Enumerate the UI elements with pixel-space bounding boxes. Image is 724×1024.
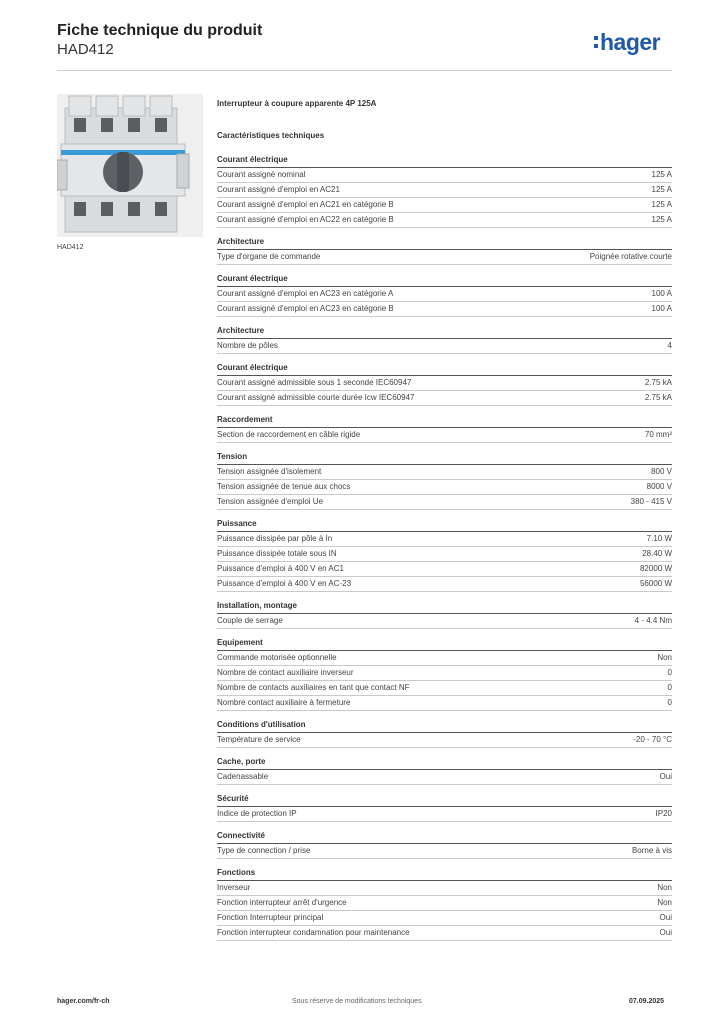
spec-label: Courant assigné d'emploi en AC23 en catégorie A: [217, 289, 394, 298]
spec-value: 0: [667, 683, 672, 692]
spec-row: [217, 844, 672, 859]
spec-label: Fonction interrupteur condamnation pour maintenance: [217, 928, 410, 937]
spec-value: 100 A: [651, 304, 672, 313]
spec-row: [217, 391, 672, 406]
image-caption: HAD412: [57, 244, 84, 251]
spec-label: Courant assigné admissible sous 1 seconde IEC60947: [217, 378, 412, 387]
spec-label: Inverseur: [217, 883, 251, 892]
spec-row: [217, 465, 672, 480]
spec-label: Puissance d'emploi à 400 V en AC-23: [217, 579, 352, 588]
section-heading: Cache, porte: [217, 755, 672, 770]
spec-content: [217, 97, 672, 941]
section-heading: Fonctions: [217, 866, 672, 881]
spec-row: [217, 198, 672, 213]
section-heading: Courant électrique: [217, 272, 672, 287]
spec-label: Indice de protection IP: [217, 809, 297, 818]
spec-label: Puissance dissipée totale sous IN: [217, 549, 337, 558]
spec-value: -20 - 70 °C: [633, 735, 672, 744]
spec-row: [217, 480, 672, 495]
spec-value: Borne à vis: [631, 846, 672, 855]
spec-section: [217, 361, 672, 406]
spec-section: [217, 599, 672, 629]
spec-value: 125 A: [651, 170, 672, 179]
section-heading: Sécurité: [217, 792, 672, 807]
spec-label: Puissance d'emploi à 400 V en AC1: [217, 564, 344, 573]
footer-website-link[interactable]: hager.com/fr-ch: [57, 998, 110, 1005]
spec-label: Couple de serrage: [217, 616, 283, 625]
product-reference: HAD412: [57, 41, 114, 58]
footer-date: 07.09.2025: [629, 998, 665, 1005]
section-heading: Courant électrique: [217, 153, 672, 168]
spec-row: [217, 532, 672, 547]
spec-value: 70 mm²: [644, 430, 672, 439]
spec-value: 28.40 W: [642, 549, 672, 558]
spec-label: Courant assigné admissible courte durée Icw IEC60947: [217, 393, 415, 402]
section-heading: Architecture: [217, 235, 672, 250]
spec-value: 0: [667, 698, 672, 707]
spec-row: [217, 577, 672, 592]
section-heading: Conditions d'utilisation: [217, 718, 672, 733]
spec-section: [217, 718, 672, 748]
spec-row: [217, 651, 672, 666]
section-heading: Courant électrique: [217, 361, 672, 376]
spec-label: Tension assignée d'emploi Ue: [217, 497, 324, 506]
spec-section: [217, 450, 672, 510]
spec-value: 56000 W: [639, 579, 672, 588]
spec-label: Nombre contact auxiliaire à fermeture: [217, 698, 351, 707]
spec-row: [217, 896, 672, 911]
spec-row: [217, 911, 672, 926]
spec-row: [217, 926, 672, 941]
spec-value: 125 A: [651, 185, 672, 194]
spec-value: 380 - 415 V: [630, 497, 672, 506]
spec-row: [217, 807, 672, 822]
spec-label: Courant assigné d'emploi en AC22 en catégorie B: [217, 215, 394, 224]
spec-section: [217, 235, 672, 265]
spec-label: Type de connection / prise: [217, 846, 311, 855]
section-heading: Equipement: [217, 636, 672, 651]
section-heading: Architecture: [217, 324, 672, 339]
spec-row: [217, 770, 672, 785]
spec-row: [217, 213, 672, 228]
spec-value: 82000 W: [639, 564, 672, 573]
header-divider: [57, 70, 672, 71]
spec-row: [217, 495, 672, 510]
spec-value: Non: [657, 898, 672, 907]
spec-label: Puissance dissipée par pôle à In: [217, 534, 333, 543]
spec-sections: [217, 153, 672, 941]
spec-label: Nombre de contacts auxiliaires en tant que contact NF: [217, 683, 410, 692]
hager-logo: [594, 27, 660, 57]
spec-value: 8000 V: [646, 482, 672, 491]
spec-section: [217, 153, 672, 228]
spec-section: [217, 272, 672, 317]
page-title: Fiche technique du produit: [57, 22, 263, 39]
spec-section: [217, 755, 672, 785]
spec-row: [217, 562, 672, 577]
spec-row: [217, 696, 672, 711]
spec-section: [217, 866, 672, 941]
spec-row: [217, 376, 672, 391]
spec-value: Oui: [659, 928, 672, 937]
spec-row: [217, 250, 672, 265]
spec-label: Nombre de pôles: [217, 341, 278, 350]
spec-section: [217, 324, 672, 354]
section-heading: Raccordement: [217, 413, 672, 428]
spec-label: Courant assigné d'emploi en AC21 en catégorie B: [217, 200, 394, 209]
spec-label: Température de service: [217, 735, 301, 744]
spec-value: 125 A: [651, 215, 672, 224]
spec-row: [217, 614, 672, 629]
spec-section: [217, 829, 672, 859]
spec-value: 0: [667, 668, 672, 677]
spec-label: Courant assigné d'emploi en AC21: [217, 185, 340, 194]
spec-label: Tension assignée de tenue aux chocs: [217, 482, 351, 491]
spec-value: IP20: [655, 809, 672, 818]
spec-value: 4 - 4.4 Nm: [634, 616, 672, 625]
product-image: [57, 94, 203, 237]
product-name: Interrupteur à coupure apparente 4P 125A: [217, 99, 377, 108]
spec-value: 125 A: [651, 200, 672, 209]
spec-row: [217, 302, 672, 317]
spec-value: 2.75 kA: [644, 393, 672, 402]
spec-label: Tension assignée d'isolement: [217, 467, 322, 476]
spec-row: [217, 666, 672, 681]
spec-label: Type d'organe de commande: [217, 252, 321, 261]
spec-label: Commande motorisée optionnelle: [217, 653, 337, 662]
logo-dots-icon: [594, 36, 598, 48]
footer-disclaimer: Sous réserve de modifications techniques: [292, 998, 422, 1005]
spec-value: 800 V: [651, 467, 672, 476]
spec-label: Nombre de contact auxiliaire inverseur: [217, 668, 354, 677]
specs-title: Caractéristiques techniques: [217, 131, 325, 140]
spec-value: Non: [657, 883, 672, 892]
spec-label: Section de raccordement en câble rigide: [217, 430, 361, 439]
spec-section: [217, 413, 672, 443]
spec-label: Courant assigné nominal: [217, 170, 306, 179]
spec-value: 7.10 W: [646, 534, 672, 543]
switch-disconnector-icon: [57, 94, 203, 237]
spec-value: Oui: [659, 913, 672, 922]
spec-label: Cadenassable: [217, 772, 269, 781]
spec-value: Oui: [659, 772, 672, 781]
spec-row: [217, 168, 672, 183]
spec-row: [217, 681, 672, 696]
spec-section: [217, 517, 672, 592]
spec-label: Fonction interrupteur arrêt d'urgence: [217, 898, 347, 907]
spec-row: [217, 881, 672, 896]
spec-value: 100 A: [651, 289, 672, 298]
spec-row: [217, 547, 672, 562]
spec-value: Non: [657, 653, 672, 662]
spec-value: 2.75 kA: [644, 378, 672, 387]
spec-value: Poignée rotative courte: [589, 252, 672, 261]
spec-label: Courant assigné d'emploi en AC23 en catégorie B: [217, 304, 394, 313]
section-heading: Puissance: [217, 517, 672, 532]
section-heading: Connectivité: [217, 829, 672, 844]
spec-section: [217, 792, 672, 822]
spec-row: [217, 183, 672, 198]
section-heading: Installation, montage: [217, 599, 672, 614]
section-heading: Tension: [217, 450, 672, 465]
spec-row: [217, 428, 672, 443]
spec-label: Fonction Interrupteur principal: [217, 913, 324, 922]
spec-row: [217, 339, 672, 354]
logo-text: hager: [600, 28, 661, 55]
spec-row: [217, 733, 672, 748]
spec-section: [217, 636, 672, 711]
spec-value: 4: [667, 341, 672, 350]
spec-row: [217, 287, 672, 302]
